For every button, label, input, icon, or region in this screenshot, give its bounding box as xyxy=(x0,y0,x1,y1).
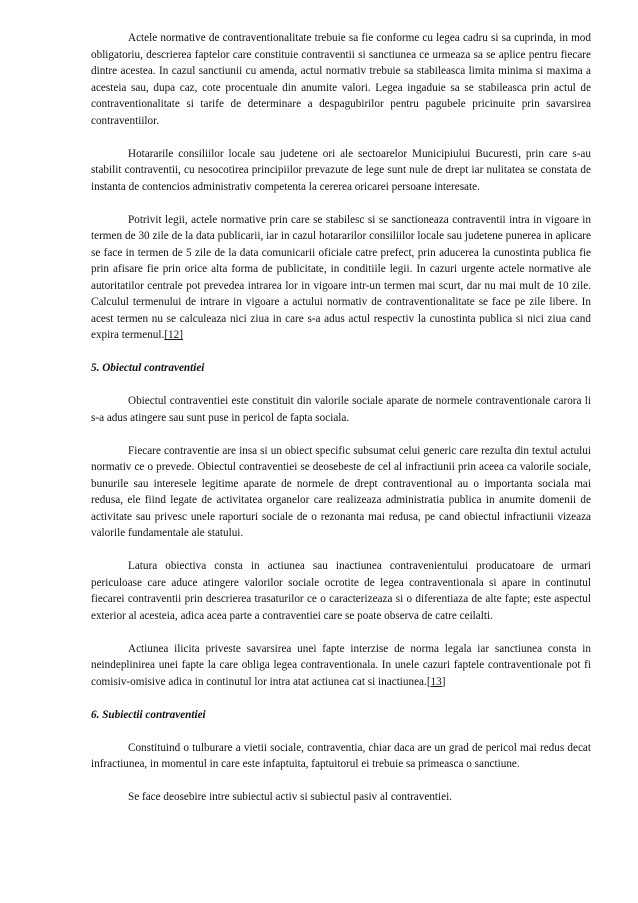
paragraph-obiect-specific xyxy=(91,443,591,542)
paragraph-subiect-activ-pasiv xyxy=(91,789,591,806)
footnote-link-12[interactable]: [12] xyxy=(164,329,183,341)
paragraph-text: Potrivit legii, actele normative prin care se stabilesc si se sanctioneaza contraventii intra in vigoare in termen de 30 zile de la data publicarii, iar in cazul hotararilor consiliilor locale sau judetene punerea in aplicare se face in termen de 5 zile de la data comunicarii oficiale catre prefect, prin aducerea la cunostinta publica fie prin afisare fie prin orice alta forma de publicitate, in conditiile legii. In cazuri urgente actele normative ale autoritatilor centrale pot prevedea intrarea lor in vigoare intr-un termen mai scurt, dar nu mai mult de 10 zile. Calculul termenului de intrare in vigoare a actului normativ de contraventionalitate se face pe zile libere. In acest termen nu se calculeaza nici ziua in care s-a adus actul respectiv la cunostinta publica si nici ziua cand expira termenul. xyxy=(91,213,591,341)
paragraph-text: Hotararile consiliilor locale sau judetene ori ale sectoarelor Municipiului Bucuresti, prin care s-au stabilit contraventii, cu nesocotirea principiilor prevazute de lege sunt nule de drept iar nulitatea se constata de instanta de contencios administrativ competenta la cererea oricarei persoane interesate. xyxy=(91,147,591,193)
paragraph-latura-obiectiva xyxy=(91,558,591,624)
section-heading-subiectii: 6. Subiectii contraventiei xyxy=(91,708,206,721)
paragraph-text: Actele normative de contraventionalitate trebuie sa fie conforme cu legea cadru si sa cuprinda, in mod obligatoriu, descrierea faptelor care constituie contraventii si sanctiunea ce urmeaza sa se aplice pentru fiecare dintre acestea. In cazul sanctiunii cu amenda, actul normativ trebuie sa stabileasca limita minima si maxima a acesteia sau, dupa caz, cote procentuale din anumite valori. Legea ingaduie sa se stabileasca prin actul de contraventionalitate si tarife de determinare a despagubirilor pentru pagubele pricinuite prin savarsirea contraventiilor. xyxy=(91,32,591,127)
paragraph-obiectul-definitie xyxy=(91,393,591,426)
paragraph-intrare-in-vigoare xyxy=(91,212,591,344)
paragraph-hotararile-consiliilor xyxy=(91,146,591,196)
paragraph-actiunea-ilicita xyxy=(91,641,591,691)
paragraph-text: Constituind o tulburare a vietii sociale, contraventia, chiar daca are un grad de pericol mai redus decat infractiunea, in momentul in care este infaptuita, faptuitorul ei trebuie sa primeasca o sanctiune. xyxy=(91,741,591,770)
paragraph-text: Latura obiectiva consta in actiunea sau inactiunea contravenientului producatoare de urmari periculoase care aduce atingere valorilor sociale ocrotite de legea contraventionala si apare in continutul fiecarei contraventii prin descrierea trasaturilor ce o caracterizeaza si o diferentiaza de alte fapte; este aspectul exterior al acesteia, adica acea parte a contraventiei care se poate observa de catre ceilalti. xyxy=(91,560,591,622)
document-page xyxy=(91,30,591,822)
section-heading-obiectul: 5. Obiectul contraventiei xyxy=(91,362,205,374)
footnote-link-13[interactable]: [13] xyxy=(426,675,446,688)
paragraph-text: Obiectul contraventiei este constituit din valorile sociale aparate de normele contraventionale carora li s-a adus atingere sau sunt puse in pericol de fapta sociala. xyxy=(91,395,591,424)
paragraph-tulburare-viata-sociala xyxy=(91,740,591,773)
paragraph-text: Fiecare contraventie are insa si un obiect specific subsumat celui generic care rezulta din textul actului normativ ce o prevede. Obiectul contraventiei se deosebeste de cel al infractiunii prin aceea ca valorile sociale, bunurile sau interesele legitime aparate de normele de drept contraventional au o importanta sociala mai redusa, ele fiind legate de activitatea organelor care realizeaza administratia publica in anumite domenii de activitate sau privesc unele raporturi sociale de o rezonanta mai redusa, pe cand obiectul infractiunii vizeaza valorile fundamentale ale statului. xyxy=(91,444,591,539)
paragraph-text: Se face deosebire intre subiectul activ si subiectul pasiv al contraventiei. xyxy=(128,791,453,803)
paragraph-text: Actiunea ilicita priveste savarsirea unei fapte interzise de norma legala iar sanctiunea consta in neindeplinirea unei fapte la care obliga legea contraventionala. In unele cazuri faptele contraventionale pot fi comisiv-omisive adica in continutul lor intra atat actiunea cat si inactiunea. xyxy=(91,642,591,688)
paragraph-acte-normative xyxy=(91,30,591,129)
